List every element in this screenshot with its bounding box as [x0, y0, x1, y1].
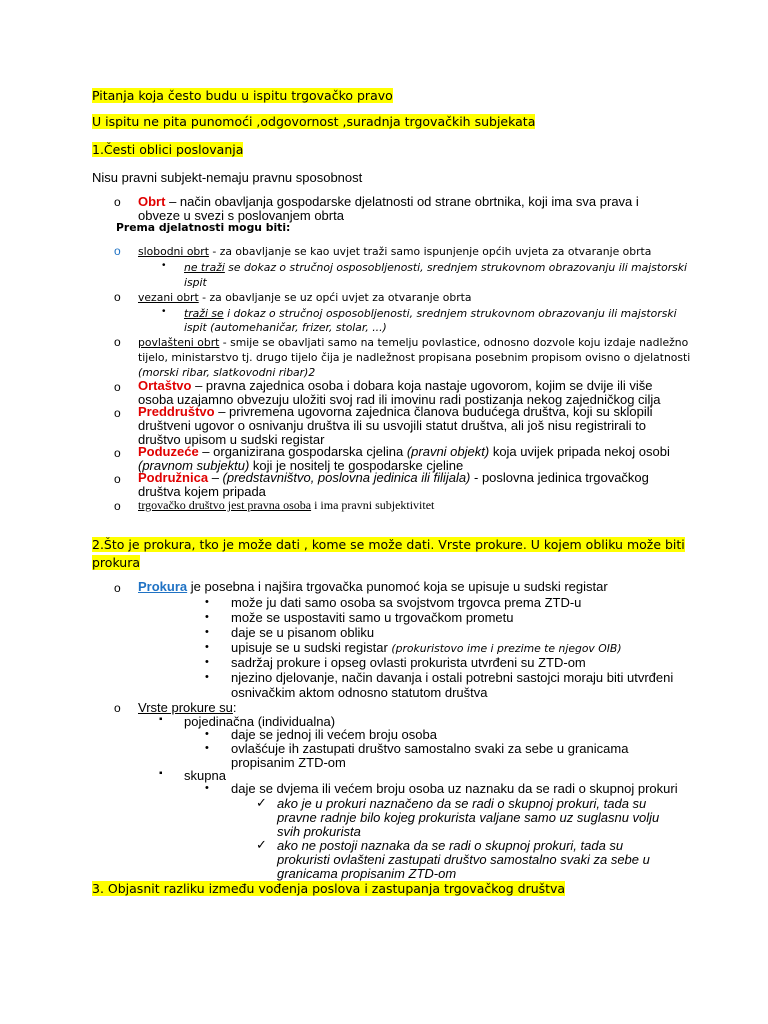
check1-line2: pravne radnje bilo kojeg prokurista valjane samo uz suglasnu volju [277, 810, 660, 825]
section1-intro: Nisu pravni subjekt-nemaju pravnu sposobnost [92, 170, 363, 185]
check2-line3: granicama propisanim ZTD-om [277, 866, 457, 881]
heading-q1: 1.Česti oblici poslovanja [92, 142, 244, 157]
podruznica-line1: Podružnica – (predstavništvo, poslovna jedinica ili filijala) - poslovna jedinica trgovačkog [138, 470, 649, 485]
prokura-item: upisuje se u sudski registar (prokuristovo ime i prezime te njegov OIB) [231, 640, 622, 655]
prokura-item-cont: osnivačkim aktom odnosno statutom društva [231, 685, 488, 700]
pojedinacna-item: daje se jednoj ili većem broju osoba [231, 727, 437, 742]
dot-bullet-icon: • [205, 728, 209, 740]
poduzece-line1: Poduzeće – organizirana gospodarska cjelina (pravni objekt) koja uvijek pripada nekoj osobi [138, 444, 670, 459]
circle-bullet-icon: o [114, 195, 121, 209]
check2-line1: ako ne postoji naznaka da se radi o skupnoj prokuri, tada su [277, 838, 624, 853]
dot-bullet-icon: • [205, 656, 209, 668]
circle-bullet-icon: o [114, 499, 121, 513]
check2-line2: prokuristi ovlašteni zastupati društvo samostalno svaki za sebe u [277, 852, 650, 867]
preddrustvo-line1: Preddruštvo – privremena ugovorna zajednica članova budućega društva, koji su sklopili [138, 404, 653, 419]
check1-line1: ako je u prokuri naznačeno da se radi o skupnoj prokuri, tada su [277, 796, 647, 811]
slobodni-sub-line2: ispit [184, 276, 207, 289]
circle-bullet-icon: o [114, 446, 121, 460]
heading-title: Pitanja koja često budu u ispitu trgovačko pravo [92, 88, 393, 103]
dot-bullet-icon: • [205, 611, 209, 623]
vezani-obrt: vezani obrt - za obavljanje se uz opći uvjet za otvaranje obrta [138, 291, 472, 304]
check-icon: ✓ [256, 837, 267, 852]
square-bullet-icon: ▪ [159, 768, 163, 779]
prokura-definition: Prokura je posebna i najšira trgovačka punomoć koja se upisuje u sudski registar [138, 579, 608, 594]
circle-bullet-icon: o [114, 472, 121, 486]
square-bullet-icon: ▪ [159, 714, 163, 725]
vrste-prokure: Vrste prokure su: [138, 700, 237, 715]
povlasteni-line2: tijelo, ministarstvo tj. drugo tijelo čija je nadležnost propisana posebnim propisom ovisno o djelatnosti [138, 351, 691, 364]
prokura-item: sadržaj prokure i opseg ovlasti prokurista utvrđeni su ZTD-om [231, 655, 586, 670]
dot-bullet-icon: • [205, 641, 209, 653]
dot-bullet-icon: • [205, 742, 209, 754]
heading-q2-line2: prokura [92, 555, 141, 570]
circle-bullet-icon: o [114, 290, 121, 304]
dot-bullet-icon: • [205, 626, 209, 638]
pojedinacna-item: ovlašćuje ih zastupati društvo samostalno svaki za sebe u granicama [231, 741, 629, 756]
pojedinacna-label: pojedinačna (individualna) [184, 714, 336, 729]
pojedinacna-item-cont: propisanim ZTD-om [231, 755, 346, 770]
prokura-item: može ju dati samo osoba sa svojstvom trgovca prema ZTD-u [231, 595, 582, 610]
circle-bullet-icon: o [114, 335, 121, 349]
circle-bullet-icon: o [114, 380, 121, 394]
obrt-line1: Obrt – način obavljanja gospodarske djelatnosti od strane obrtnika, koji ima sva prava i [138, 194, 639, 209]
skupna-label: skupna [184, 768, 226, 783]
check1-line3: svih prokurista [277, 824, 361, 839]
dot-bullet-icon: • [205, 596, 209, 608]
dot-bullet-icon: • [205, 671, 209, 683]
dot-bullet-icon: • [162, 260, 166, 271]
heading-q3: 3. Objasnit razliku između vođenja poslova i zastupanja trgovačkog društva [92, 881, 566, 896]
poduzece-line2: (pravnom subjektu) koji je nositelj te gospodarske cjeline [138, 458, 464, 473]
prokura-item: daje se u pisanom obliku [231, 625, 375, 640]
prema-label: Prema djelatnosti mogu biti: [116, 221, 291, 234]
check-icon: ✓ [256, 795, 267, 810]
povlasteni-line3: (morski ribar, slatkovodni ribar)2 [138, 366, 316, 379]
trgovacko-drustvo-line: trgovačko društvo jest pravna osoba i ima pravni subjektivitet [138, 498, 435, 512]
preddrustvo-line2: društveni ugovor o osnivanju društva ili su usvojili statut društva, ali još nisu registrirali to [138, 418, 646, 433]
povlasteni-line1: povlašteni obrt - smije se obavljati samo na temelju povlastice, odnosno dozvole koju izdaje nadležno [138, 336, 689, 349]
ortastvo-line2: osoba uzajamno obvezuju uložiti svoj rad ili imovinu radi postizanja nekog zajedničkog cilja [138, 392, 661, 407]
circle-bullet-icon: o [114, 244, 121, 258]
heading-note: U ispitu ne pita punomoći ,odgovornost ,suradnja trgovačkih subjekata [92, 114, 536, 129]
slobodni-sub-line1: ne traži se dokaz o stručnoj osposobljenosti, srednjem strukovnom obrazovanju ili majstorski [184, 261, 688, 274]
circle-bullet-icon: o [114, 406, 121, 420]
ortastvo-line1: Ortaštvo – pravna zajednica osoba i dobara koja nastaje ugovorom, kojim se dvije ili više [138, 378, 653, 393]
slobodni-obrt: slobodni obrt - za obavljanje se kao uvjet traži samo ispunjenje općih uvjeta za otvaranje obrta [138, 245, 652, 258]
dot-bullet-icon: • [162, 306, 166, 317]
dot-bullet-icon: • [205, 782, 209, 794]
vezani-sub-line2: ispit (automehaničar, frizer, stolar, ...) [184, 321, 387, 334]
podruznica-line2: društva kojem pripada [138, 484, 266, 499]
vezani-sub-line1: traži se i dokaz o stručnoj osposobljenosti, srednjem strukovnom obrazovanju ili majstorski [184, 307, 677, 320]
circle-bullet-icon: o [114, 581, 121, 595]
skupna-item: daje se dvjema ili većem broju osoba uz naznaku da se radi o skupnoj prokuri [231, 781, 678, 796]
preddrustvo-line3: društvo upisom u sudski registar [138, 432, 325, 447]
obrt-line2: obveze u svezi s poslovanjem obrta [138, 208, 344, 223]
circle-bullet-icon: o [114, 701, 121, 715]
prokura-item: može se uspostaviti samo u trgovačkom prometu [231, 610, 514, 625]
heading-q2-line1: 2.Što je prokura, tko je može dati , kome se može dati. Vrste prokure. U kojem obliku može biti [92, 537, 685, 552]
prokura-item: njezino djelovanje, način davanja i ostali potrebni sastojci moraju biti utvrđeni [231, 670, 674, 685]
